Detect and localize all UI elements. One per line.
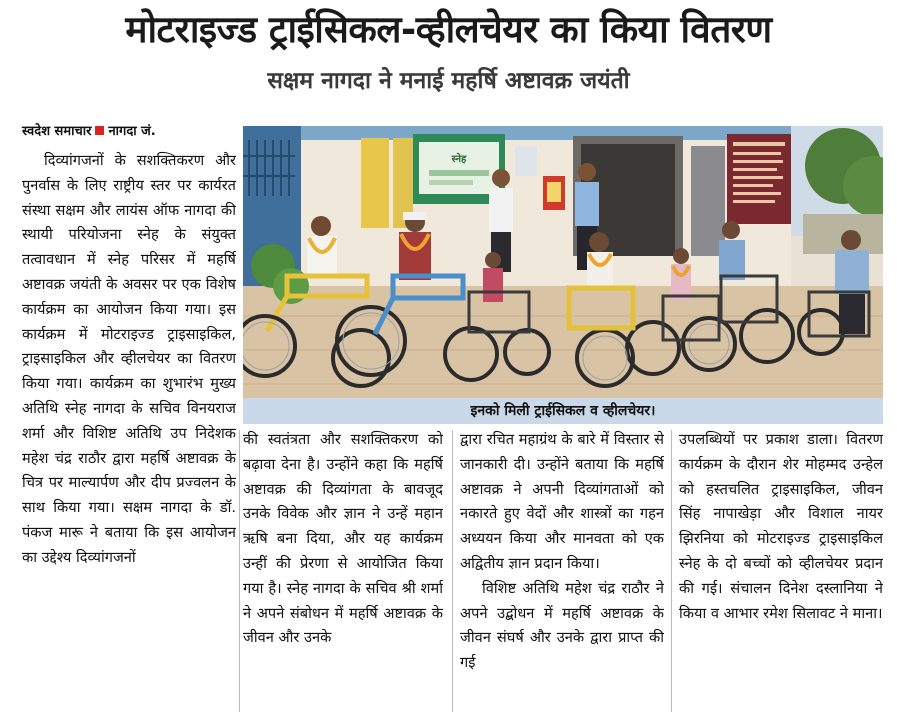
article-column-2	[243, 428, 443, 714]
paragraph: विशिष्ट अतिथि महेश चंद्र राठौर ने अपने उद्बोधन में महर्षि अष्टावक्र के जीवन संघर्ष और उनके द्वारा प्राप्त की गई	[460, 579, 664, 672]
banner-text: स्नेह	[451, 154, 467, 165]
photo-caption: इनको मिली ट्राईसिकल व व्हीलचेयर।	[243, 398, 883, 424]
dateline	[22, 122, 236, 142]
paragraph: की स्वतंत्रता और सशक्तिकरण को बढ़ावा देना है। उन्होंने कहा कि महर्षि अष्टावक्र की दिव्यांगता के बावजूद उनके विवेक और ज्ञान ने उन्हें महान ऋषि बना दिया, और यह कार्यक्रम उन्हीं की प्रेरणा से आयोजित किया गया है। स्नेह नागदा के सचिव श्री शर्मा ने अपने संबोधन में महर्षि अष्टावक्र के जीवन और उनके	[243, 431, 443, 647]
article-column-4	[679, 428, 883, 714]
dateline-source: स्वदेश समाचार	[22, 124, 92, 139]
article-column-1	[22, 149, 236, 714]
column-divider	[452, 430, 453, 712]
dateline-place: नागदा जं.	[108, 124, 156, 139]
column-divider	[239, 430, 240, 712]
paragraph: द्वारा रचित महाग्रंथ के बारे में विस्तार से जानकारी दी। उन्होंने बताया कि महर्षि अष्टावक्र ने अपनी दिव्यांगताओं को नकारते हुए वेदों और शास्त्रों का गहन अध्ययन किया और मानवता को एक अद्वितीय ज्ञान प्रदान किया।	[460, 431, 664, 572]
article-column-3	[460, 428, 664, 714]
news-photo-illustration	[243, 126, 883, 398]
subheadline: सक्षम नागदा ने मनाई महर्षि अष्टावक्र जयंती	[267, 68, 630, 94]
paragraph: उपलब्धियों पर प्रकाश डाला। वितरण कार्यक्रम के दौरान शेर मोहम्मद उन्हेल को हस्तचलित ट्राइसाइकिल, जीवन सिंह नापाखेड़ा और विशाल नायर झिरनिया को मोटराइज्ड ट्राइसाइकिल स्नेह के दो बच्चों को व्हीलचेयर प्रदान की गई। संचालन दिनेश दस्लानिया ने किया व आभार रमेश सिलावट ने माना।	[679, 431, 883, 622]
news-photo	[243, 126, 883, 398]
headline: मोटराइज्ड ट्राईसिकल-व्हीलचेयर का किया वितरण	[125, 8, 772, 51]
column-divider	[671, 430, 672, 712]
paragraph: दिव्यांगजनों के सशक्तिकरण और पुनर्वास के लिए राष्ट्रीय स्तर पर कार्यरत संस्था सक्षम और लायंस ऑफ नागदा की स्थायी परियोजना स्नेह के संयुक्त तत्वावधान में स्नेह परिसर में महर्षि अष्टावक्र जयंती के अवसर पर एक विशेष कार्यक्रम का आयोजन किया गया। इस कार्यक्रम में मोटराइज्ड ट्राइसाइकिल, ट्राइसाइकिल और व्हीलचेयर का वितरण किया गया। कार्यक्रम का शुभारंभ मुख्य अतिथि स्नेह नागदा के सचिव विनयराज शर्मा और विशिष्ट अतिथि उप निदेशक महेश चंद्र राठौर द्वारा महर्षि अष्टावक्र के चित्र पर माल्यार्पण और दीप प्रज्वलन के साथ किया गया। सक्षम नागदा के डॉ. पंकज मारू ने बताया कि इस आयोजन का उद्देश्य दिव्यांगजनों	[22, 152, 236, 566]
red-square-icon	[95, 126, 104, 135]
